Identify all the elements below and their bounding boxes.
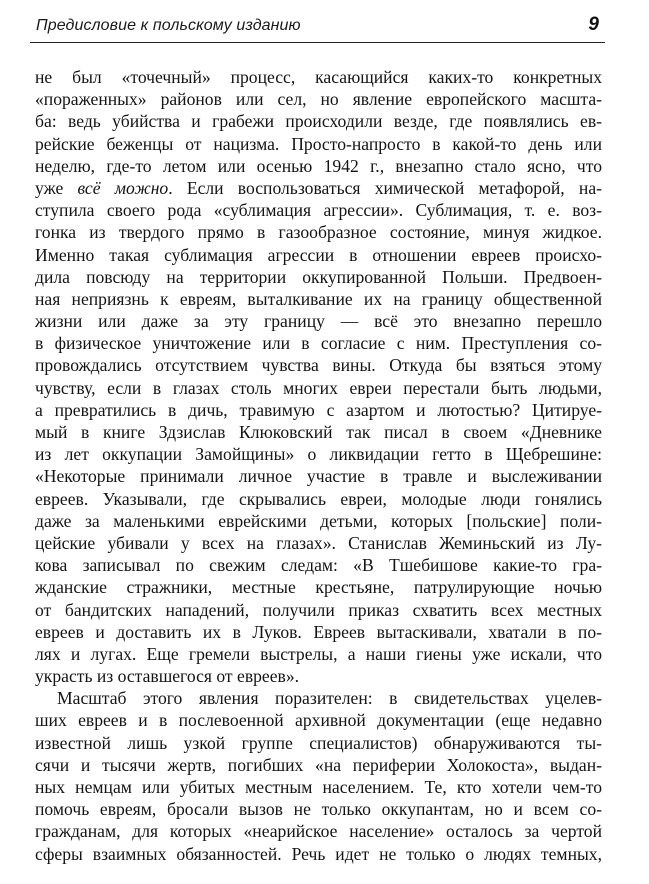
- text-line: ных немцам или убитых местным населением. Те, кто хотели чем-то: [35, 777, 602, 797]
- text-line: известной лишь узкой группе специалистов) обнаруживаются ты-: [35, 732, 602, 753]
- text-segment: уже: [35, 177, 78, 198]
- text-line: не был «точечный» процесс, касающийся каких-то конкретных: [35, 67, 602, 87]
- text-line: «пораженных» районов или сел, но явление европейского масшта-: [35, 89, 602, 110]
- text-line: евреев и доставить их в Луков. Евреев вытаскивали, хватали в по-: [35, 621, 602, 642]
- text-line: ба: ведь убийства и грабежи происходили везде, где появлялись ев-: [35, 111, 602, 132]
- text-line: провождались отсутствием чувства вины. Откуда бы взяться этому: [35, 355, 602, 376]
- text-line: ших евреев и в послевоенной архивной документации (еще недавно: [35, 710, 602, 731]
- text-line: даже за маленькими еврейскими детьми, которых [польские] поли-: [35, 510, 602, 531]
- text-line: сячи и тысячи жертв, погибших «на периферии Холокоста», выдан-: [35, 754, 602, 775]
- text-line: от бандитских нападений, получили приказ схватить всех местных: [35, 599, 602, 620]
- text-line: «Некоторые принимали личное участие в травле и выслеживании: [35, 466, 602, 487]
- running-head: [30, 12, 605, 42]
- text-line: неделю, где-то летом или осенью 1942 г., внезапно стало ясно, что: [35, 155, 602, 176]
- text-line: чувству, если в глазах столь многих евреи перестали быть людьми,: [35, 377, 602, 398]
- text-line: помочь евреям, бросали вызов не только оккупантам, но и всем со-: [35, 799, 602, 820]
- italic-emphasis: всё можно: [77, 177, 169, 198]
- text-line: рейские беженцы от нацизма. Просто-напросто в какой-то день или: [35, 133, 602, 154]
- text-line: дила повсюду на территории оккупированной Польши. Предвоен-: [35, 266, 602, 287]
- text-line: евреев. Указывали, где скрывались евреи, молодые люди гонялись: [35, 488, 602, 509]
- page-number: 9: [588, 14, 599, 35]
- body-text: [35, 66, 602, 865]
- header-rule: [30, 42, 605, 43]
- text-segment: . Если воспользоваться химической метафорой, на-: [168, 177, 602, 198]
- text-line: в физическое уничтожение или в согласие с ним. Преступления со-: [35, 333, 602, 354]
- text-line: из лет оккупации Замойщины» о ликвидации гетто в Щебрешине:: [35, 444, 602, 465]
- text-line: лях и лугах. Еще гремели выстрелы, а наши гиены уже искали, что: [35, 643, 602, 664]
- text-line: Именно такая сублимация агрессии в отношении евреев происхо-: [35, 244, 602, 265]
- text-line: гонка из твердого прямо в газообразное состояние, минуя жидкое.: [35, 222, 602, 243]
- paragraph-first-line: Масштаб этого явления поразителен: в свидетельствах уцелев-: [57, 688, 602, 709]
- text-line: сферы взаимных обязанностей. Речь идет не только о людях темных,: [35, 843, 602, 864]
- text-line: цейские убивали у всех на глазах». Станислав Жеминьский из Лу-: [35, 532, 602, 553]
- text-line: жданские стражники, местные крестьяне, патрулирующие ночью: [35, 577, 602, 598]
- paragraph-end-line: украсть из оставшегося от евреев».: [35, 666, 300, 687]
- text-line: ступила своего рода «сублимация агрессии». Сублимация, т. е. воз-: [35, 200, 602, 221]
- running-head-title: Предисловие к польскому изданию: [36, 17, 301, 34]
- text-line: жизни или даже за эту границу — всё это внезапно перешло: [35, 311, 602, 332]
- text-line: кова записывал по свежим следам: «В Тшебишове какие-то гра-: [35, 555, 602, 576]
- text-line: гражданам, для которых «неарийское население» осталось за чертой: [35, 821, 602, 842]
- text-line: ная неприязнь к евреям, выталкивание их на границу общественной: [35, 288, 602, 309]
- text-line: мый в книге Здзислав Клюковский так писал в своем «Дневнике: [35, 422, 602, 442]
- text-line: [35, 177, 602, 199]
- text-line: а превратились в дичь, травимую с азартом и лютостью? Цитируе-: [35, 399, 602, 420]
